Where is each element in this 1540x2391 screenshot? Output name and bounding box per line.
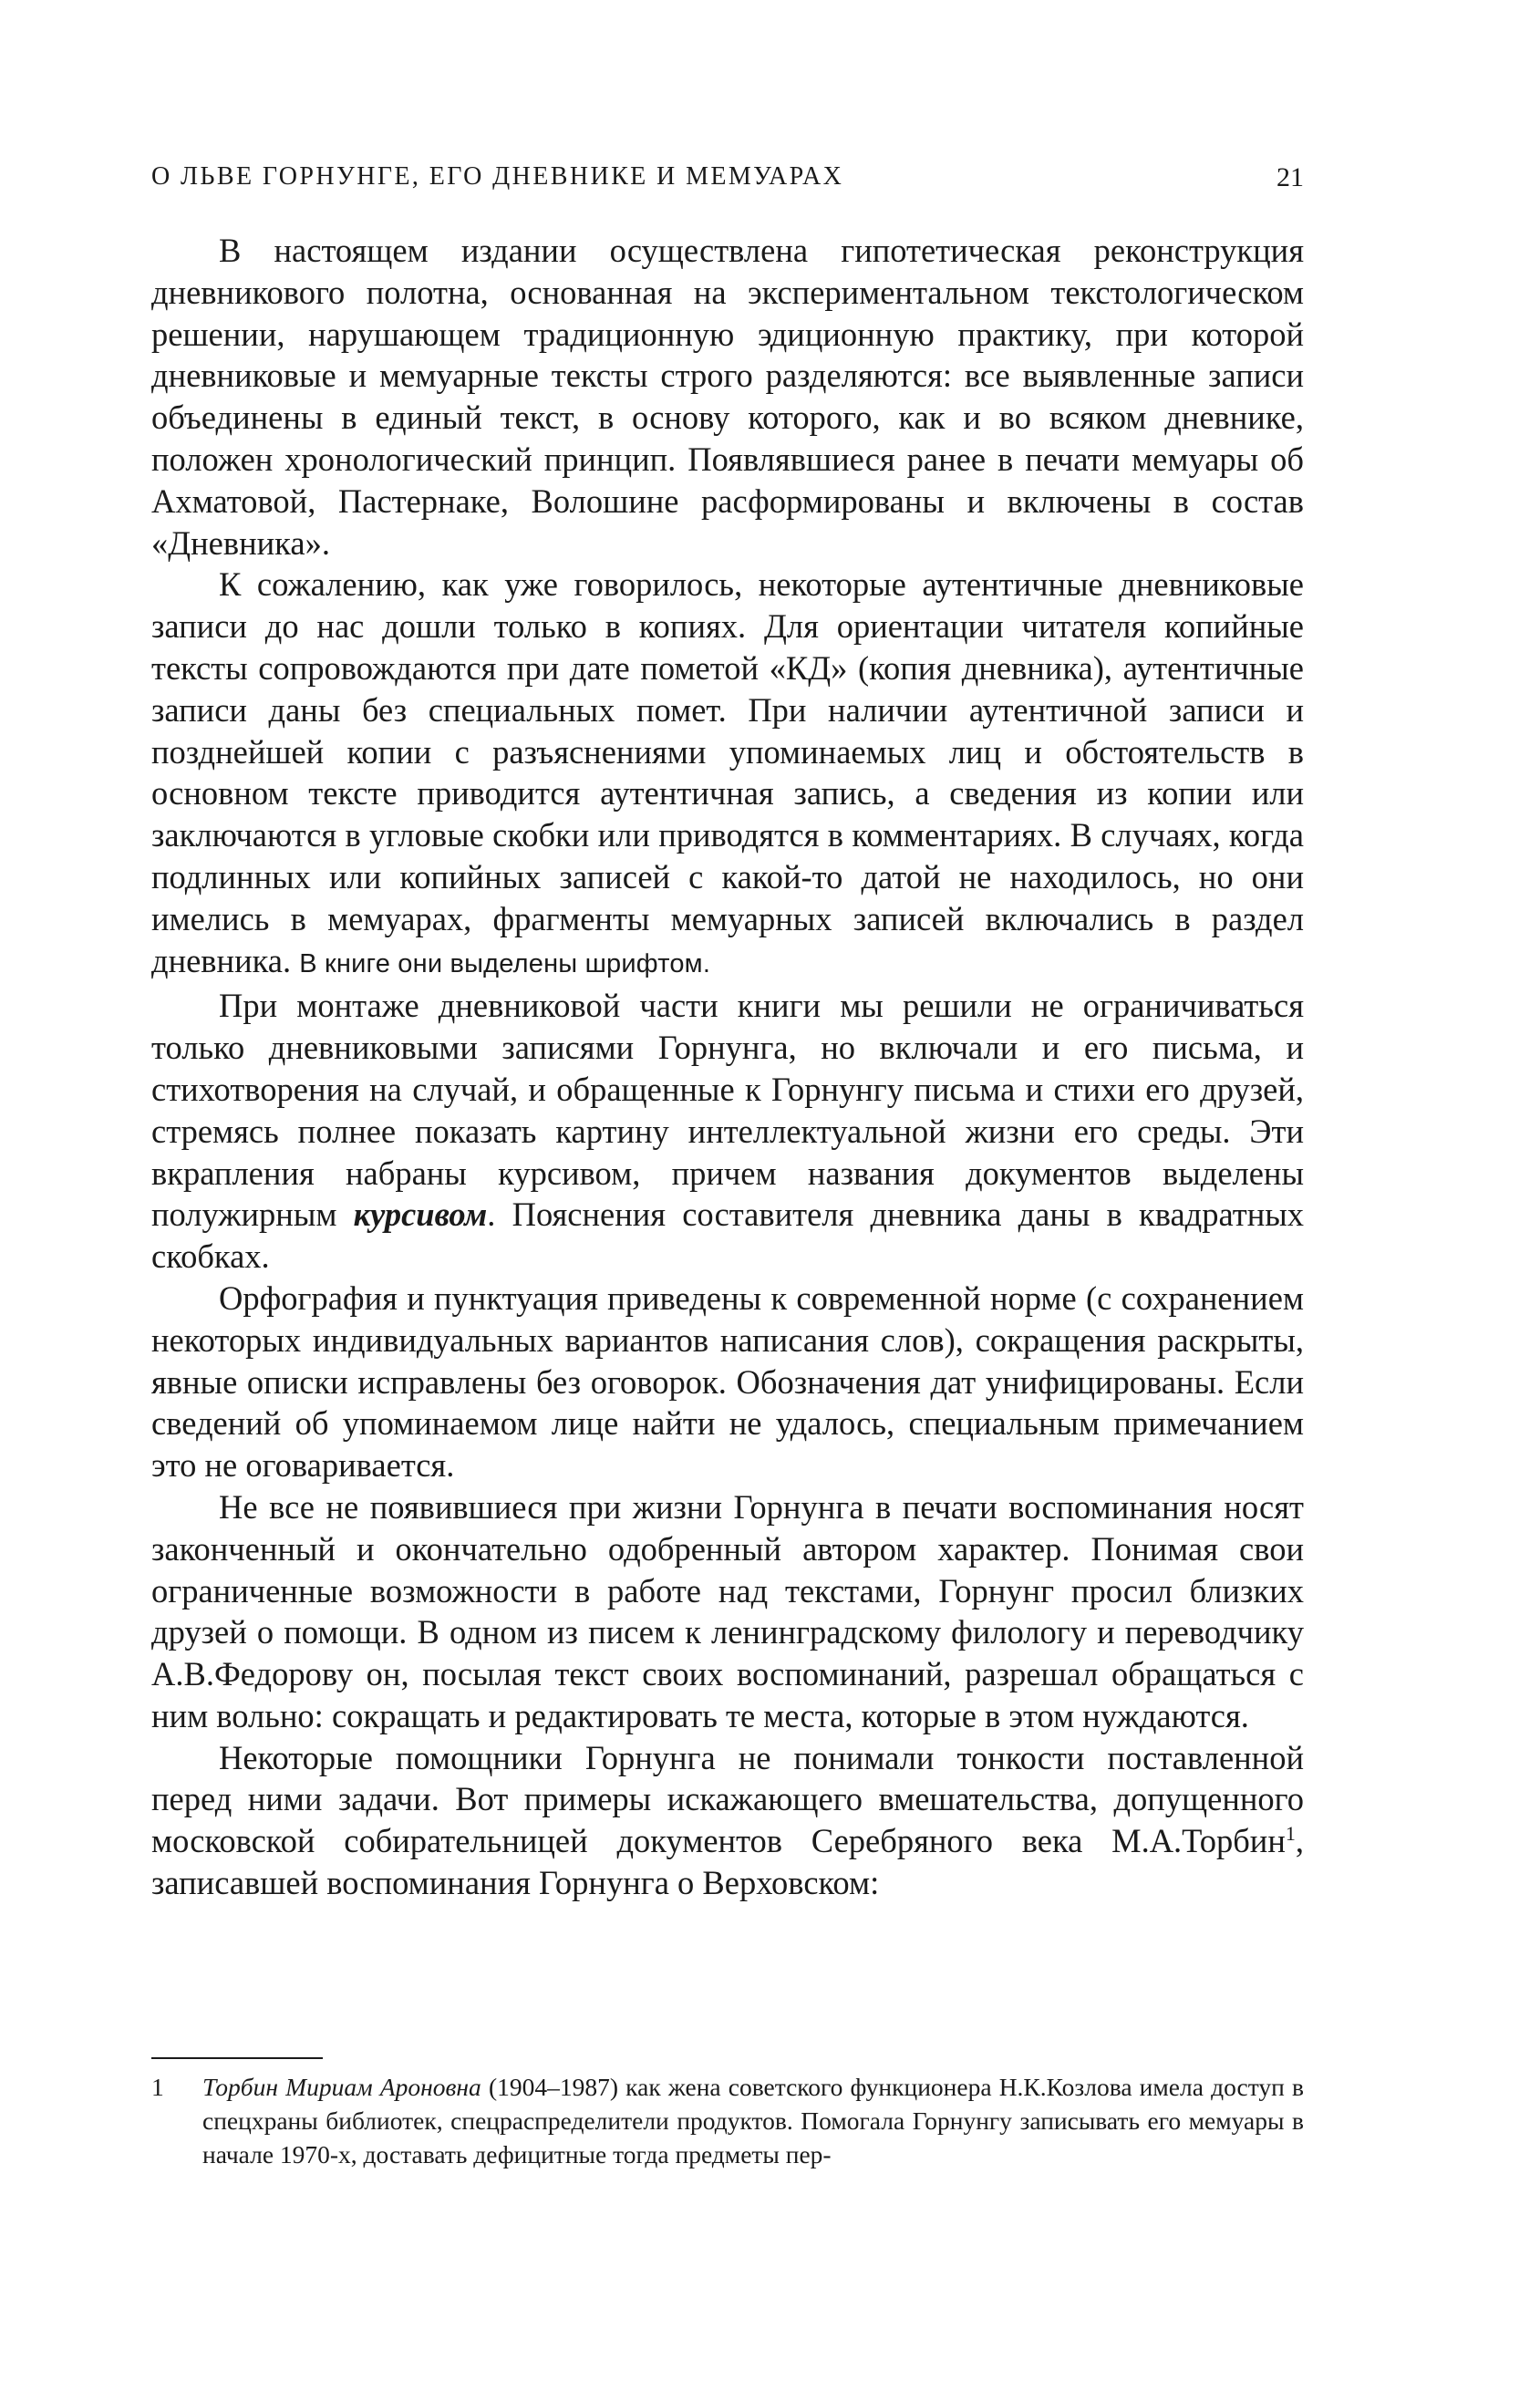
sans-font-sample: В книге они выделены шрифтом. — [299, 948, 711, 978]
paragraph — [151, 1737, 1304, 1904]
main-text — [151, 230, 1304, 1904]
paragraph — [151, 1278, 1304, 1486]
paragraph-text: К сожалению, как уже говорилось, некоторые аутентичные дневниковые записи до нас дошли только в копиях. Для ориентации читателя копийные тексты сопровождаются при дате пометой «КД» (копия дневника), аутентичные записи даны без специальных помет. При наличии аутентичной записи и позднейшей копии с разъяснениями упоминаемых лиц и обстоятельств в основном тексте приводится аутентичная запись, а сведения из копии или заключаются в угловые скобки или приводятся в комментариях. В случаях, когда подлинных или копийных записей с какой-то датой не находилось, но они имелись в мемуарах, фрагменты мемуарных записей включались в раздел дневника. — [151, 565, 1304, 979]
footnote-divider — [151, 2057, 323, 2059]
footnote-number: 1 — [151, 2073, 164, 2101]
footnote-text: (1904–1987) как жена советского функционера Н.К.Козлова имела доступ в спецхраны библиотек, спецраспределители продуктов. Помогала Горнунгу записывать его мемуары в начале 1970-х, доставать дефицитные тогда предметы пер- — [202, 2073, 1304, 2168]
paragraph-text: При монтаже дневниковой части книги мы решили не ограничиваться только дневниковыми записями Горнунга, но включали и его письма, и стихотворения на случай, и обращенные к Горнунгу письма и стихи его друзей, стремясь полнее показать картину интеллектуальной жизни его среды. Эти вкрапления набраны курсивом, причем названия документов выделены полужирным — [151, 987, 1304, 1234]
paragraph-text: Некоторые помощники Горнунга не понимали тонкости поставленной перед ними задачи. Вот примеры искажающего вмешательства, допущенного московской собирательницей документов Серебряного века М.А.Торбин — [151, 1738, 1304, 1860]
footnote-person-name: Торбин Мириам Ароновна — [202, 2073, 481, 2101]
paragraph-text: Орфография и пунктуация приведены к современной норме (с сохранением некоторых индивидуальных вариантов написания слов), сокращения раскрыты, явные описки исправлены без оговорок. Обозначения дат унифицированы. Если сведений об упоминаемом лице найти не удалось, специальным примечанием это не оговаривается. — [151, 1278, 1304, 1485]
paragraph-text: Не все не появившиеся при жизни Горнунга в печати воспоминания носят законченный и окончательно одобренный автором характер. Понимая свои ограниченные возможности в работе над текстами, Горнунг просил близких друзей о помощи. В одном из писем к ленинградскому филологу и переводчику А.В.Федорову он, посылая текст своих воспоминаний, разрешал обращаться с ним вольно: сокращать и редактировать те места, которые в этом нуждаются. — [151, 1487, 1304, 1734]
paragraph — [151, 1486, 1304, 1737]
paragraph — [151, 230, 1304, 564]
running-head — [151, 162, 1304, 199]
paragraph-text: . Пояснения составителя дневника даны в квадратных скобках. — [151, 1196, 1305, 1276]
running-title: О ЛЬВЕ ГОРНУНГЕ, ЕГО ДНЕВНИКЕ И МЕМУАРАХ — [151, 162, 844, 191]
footnote-reference[interactable]: 1 — [1285, 1822, 1296, 1846]
footnote-body — [202, 2070, 1304, 2171]
bold-italic-word: курсивом — [353, 1196, 488, 1234]
paragraph — [151, 564, 1304, 985]
paragraph — [151, 985, 1304, 1278]
page-number: 21 — [1276, 162, 1304, 192]
paragraph-text: В настоящем издании осуществлена гипотетическая реконструкция дневникового полотна, основанная на экспериментальном текстологическом решении, нарушающем традиционную эдиционную практику, при которой дневниковые и мемуарные тексты строго разделяются: все выявленные записи объединены в единый текст, в основу которого, как и во всяком дневнике, положен хронологический принцип. Появлявшиеся ранее в печати мемуары об Ахматовой, Пастернаке, Волошине расформированы и включены в состав «Дневника». — [151, 232, 1304, 562]
paragraph-text: , записавшей воспоминания Горнунга о Верховском: — [151, 1822, 1304, 1902]
footnote — [151, 2070, 1304, 2171]
